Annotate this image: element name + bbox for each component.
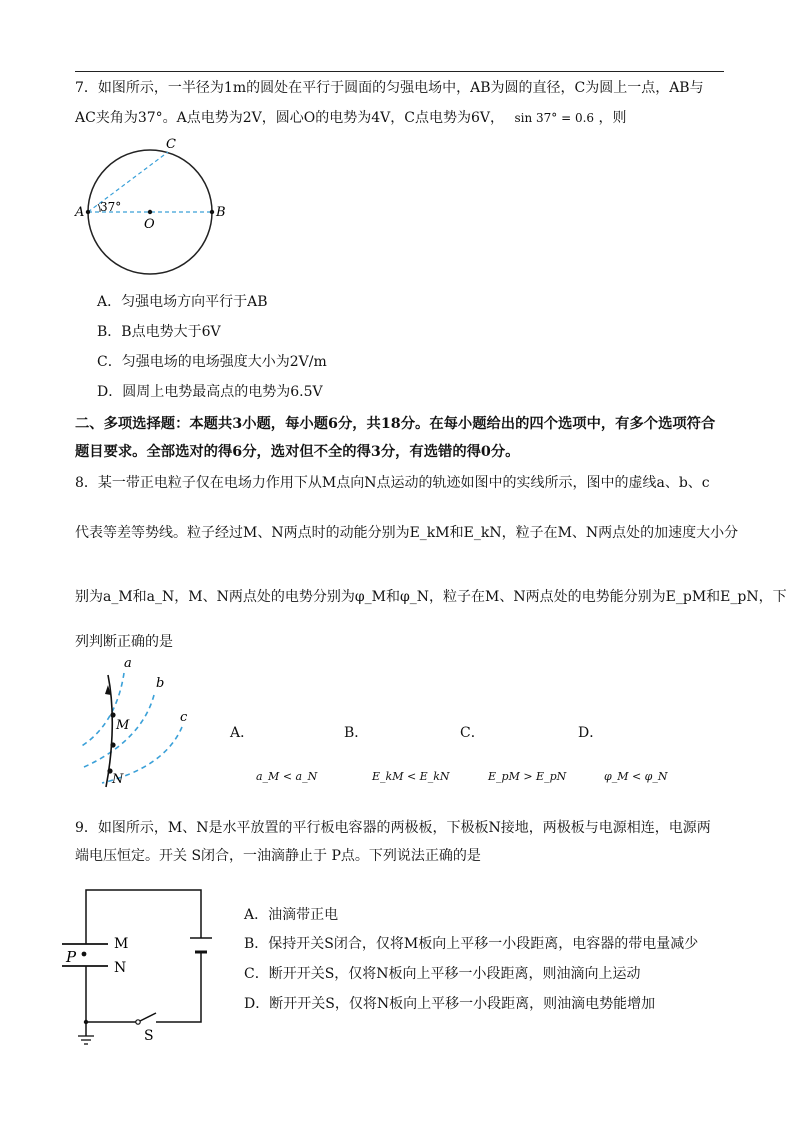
wire-left-bottom (86, 966, 138, 1022)
q7-option-d[interactable]: D．圆周上电势最高点的电势为6.5V (97, 384, 323, 400)
point-a (86, 210, 90, 214)
equipotential-a (80, 673, 124, 747)
header-rule (75, 71, 724, 72)
q8-trajectory-figure (72, 655, 202, 790)
q7-line2 (75, 107, 626, 129)
q9-line1: 9．如图所示，M、N是水平放置的平行板电容器的两极板，下极板N接地，两极板与电源相连，电源两 (75, 820, 711, 836)
label-line-c: c (180, 710, 188, 725)
label-s: S (144, 1028, 154, 1044)
q7-line1: 7．如图所示，一半径为1m的圆处在平行于圆面的匀强电场中，AB为圆的直径，C为圆上一点，AB与 (75, 80, 704, 96)
section2-line2: 题目要求。全部选对的得6分，选对但不全的得3分，有选错的得0分。 (75, 444, 520, 460)
q7-tail: ，则 (598, 110, 627, 126)
q8-option-b-label[interactable]: B． (344, 725, 369, 741)
section2-line1: 二、多项选择题：本题共3小题，每小题6分，共18分。在每小题给出的四个选项中，有多个选项符合 (75, 416, 716, 432)
q7-option-a[interactable]: A．匀强电场方向平行于AB (97, 294, 268, 310)
q8-line4: 列判断正确的是 (75, 634, 173, 650)
point-o (148, 210, 152, 214)
q8-option-d-label[interactable]: D． (578, 725, 604, 741)
label-n: N (114, 960, 127, 976)
label-angle: 37° (100, 200, 122, 214)
q8-option-d-formula: φ_M < φ_N (604, 770, 668, 783)
q9-circuit-figure (56, 880, 226, 1050)
label-m: M (116, 718, 130, 733)
q7-option-b[interactable]: B．B点电势大于6V (97, 324, 221, 340)
q8-option-c-label[interactable]: C． (460, 725, 485, 741)
q7-formula: sin 37° = 0.6 (514, 111, 595, 125)
label-o: O (144, 217, 155, 232)
q8-line3: 别为a_M和a_N，M、N两点处的电势分别为φ_M和φ_N，粒子在M、N两点处的电势能分别为E_pM和E_pN，下 (75, 589, 787, 605)
point-m (110, 712, 115, 717)
wire-right-bottom (156, 952, 201, 1022)
q7-line2-text: AC夹角为37°。A点电势为2V，圆心O的电势为4V，C点电势为6V， (75, 110, 504, 126)
switch-pivot (136, 1020, 140, 1024)
q9-option-d[interactable]: D．断开开关S，仅将N板向上平移一小段距离，则油滴电势能增加 (244, 996, 656, 1012)
q8-option-a-label[interactable]: A． (230, 725, 255, 741)
switch-blade (140, 1013, 156, 1021)
q8-option-b-formula: E_kM < E_kN (372, 770, 450, 783)
q8-line2: 代表等差等势线。粒子经过M、N两点时的动能分别为E_kM和E_kN，粒子在M、N两点处的加速度大小分 (75, 525, 739, 541)
point-mid (110, 742, 115, 747)
label-c: C (166, 137, 176, 152)
q8-option-a-formula: a_M < a_N (256, 770, 318, 783)
label-n: N (112, 772, 124, 787)
q9-option-b[interactable]: B．保持开关S闭合，仅将M板向上平移一小段距离，电容器的带电量减少 (244, 936, 699, 952)
oil-drop-p (82, 952, 87, 957)
label-p: P (66, 948, 77, 966)
label-line-b: b (156, 676, 165, 691)
label-m: M (114, 936, 129, 952)
wire-top (86, 890, 201, 944)
label-b: B (216, 205, 226, 220)
q9-option-a[interactable]: A．油滴带正电 (244, 907, 339, 923)
q8-line1: 8．某一带正电粒子仅在电场力作用下从M点向N点运动的轨迹如图中的实线所示，图中的虚线a、b、c (75, 475, 710, 491)
point-b (210, 210, 214, 214)
q7-circle-figure (70, 132, 240, 277)
q9-line2: 端电压恒定。开关 S闭合，一油滴静止于 P点。下列说法正确的是 (75, 848, 481, 864)
q7-option-c[interactable]: C．匀强电场的电场强度大小为2V/m (97, 354, 327, 370)
q8-option-c-formula: E_pM > E_pN (488, 770, 567, 783)
q9-option-c[interactable]: C．断开开关S，仅将N板向上平移一小段距离，则油滴向上运动 (244, 966, 641, 982)
label-a: A (75, 205, 85, 220)
label-line-a: a (124, 656, 132, 671)
